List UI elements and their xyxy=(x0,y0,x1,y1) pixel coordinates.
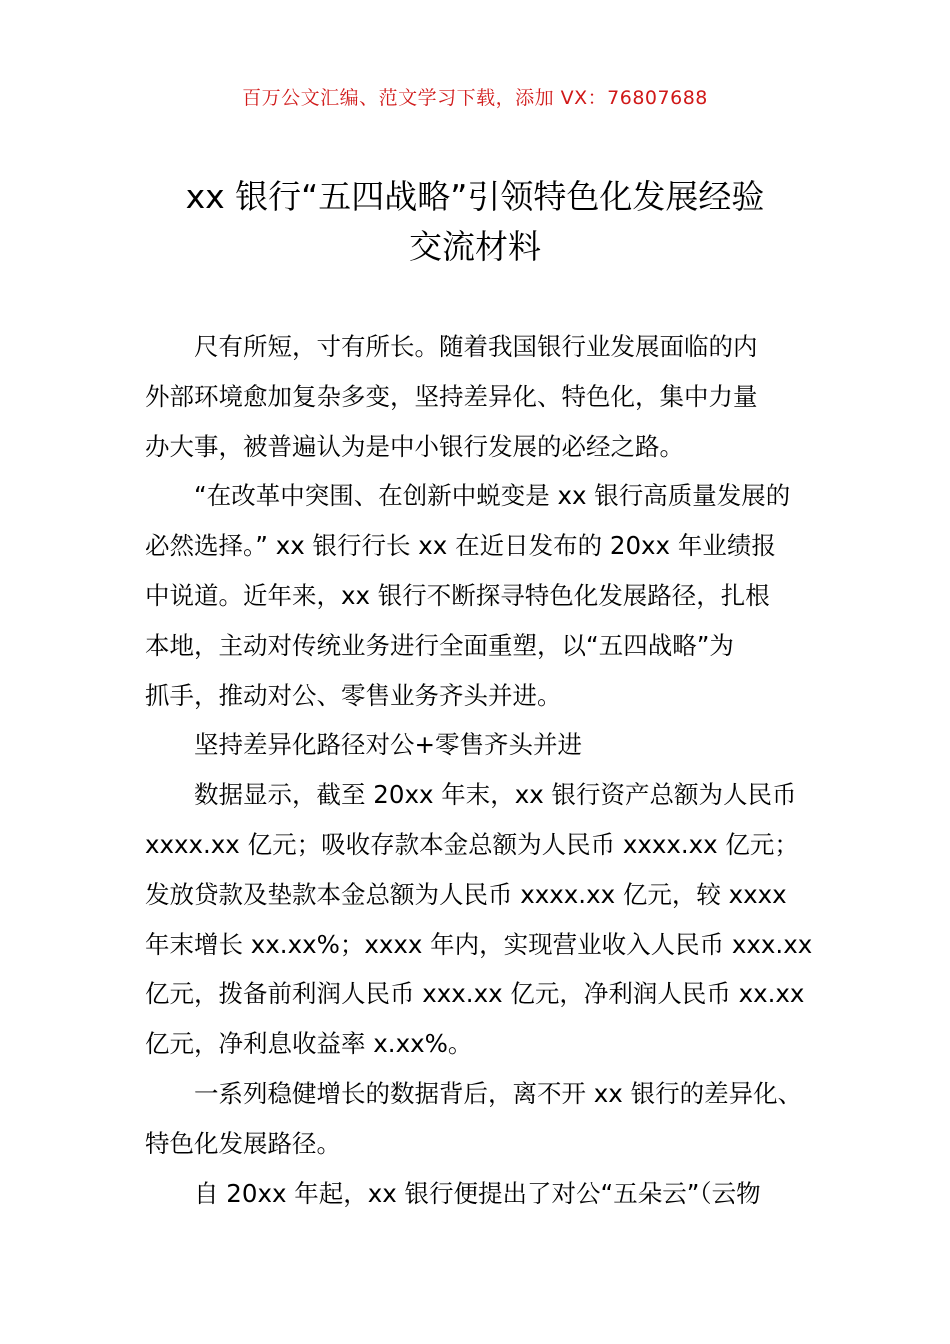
text-line: 尺有所短，寸有所长。随着我国银行业发展面临的内 xyxy=(194,332,758,361)
paragraph-data xyxy=(145,770,813,1069)
text-line: 坚持差异化路径对公+零售齐头并进 xyxy=(194,730,583,760)
text-line: 亿元，净利息收益率 x.xx%。 xyxy=(145,1029,473,1059)
paragraph-intro xyxy=(145,322,810,471)
text-line: 抓手，推动对公、零售业务齐头并进。 xyxy=(145,680,562,710)
text-line: 中说道。近年来，xx 银行不断探寻特色化发展路径，扎根 xyxy=(145,580,770,610)
title-line: 交流材料 xyxy=(409,227,541,266)
title-line: xx 银行“五四战略”引领特色化发展经验 xyxy=(185,177,765,216)
text-line: 年末增长 xx.xx%；xxxx 年内，实现营业收入人民币 xxx.xx xyxy=(145,929,813,959)
text-line: “在改革中突围、在创新中蜕变是 xx 银行高质量发展的 xyxy=(194,481,791,511)
text-line: 办大事，被普遍认为是中小银行发展的必经之路。 xyxy=(145,431,684,461)
text-line: 特色化发展路径。 xyxy=(145,1128,341,1158)
promo-header-note: 百万公文汇编、范文学习下载，添加 VX：76807688 xyxy=(242,87,708,109)
paragraph-strategy xyxy=(145,1169,810,1219)
paragraph-summary xyxy=(145,1069,810,1169)
section-heading xyxy=(145,720,810,770)
document-body xyxy=(145,322,813,1218)
text-line: 自 20xx 年起，xx 银行便提出了对公“五朵云”（云物 xyxy=(194,1178,761,1208)
text-line: 发放贷款及垫款本金总额为人民币 xxxx.xx 亿元，较 xxxx xyxy=(145,879,787,909)
paragraph-quote xyxy=(145,471,810,720)
text-line: 本地，主动对传统业务进行全面重塑，以“五四战略”为 xyxy=(145,630,734,660)
document-title xyxy=(130,172,820,272)
text-line: 一系列稳健增长的数据背后，离不开 xx 银行的差异化、 xyxy=(194,1078,803,1108)
text-line: xxxx.xx 亿元；吸收存款本金总额为人民币 xxxx.xx 亿元； xyxy=(145,829,799,859)
text-line: 数据显示，截至 20xx 年末，xx 银行资产总额为人民币 xyxy=(194,780,797,810)
text-line: 外部环境愈加复杂多变，坚持差异化、特色化，集中力量 xyxy=(145,381,758,411)
text-line: 必然选择。” xx 银行行长 xx 在近日发布的 20xx 年业绩报 xyxy=(145,531,776,561)
text-line: 亿元，拨备前利润人民币 xxx.xx 亿元，净利润人民币 xx.xx xyxy=(145,979,805,1009)
